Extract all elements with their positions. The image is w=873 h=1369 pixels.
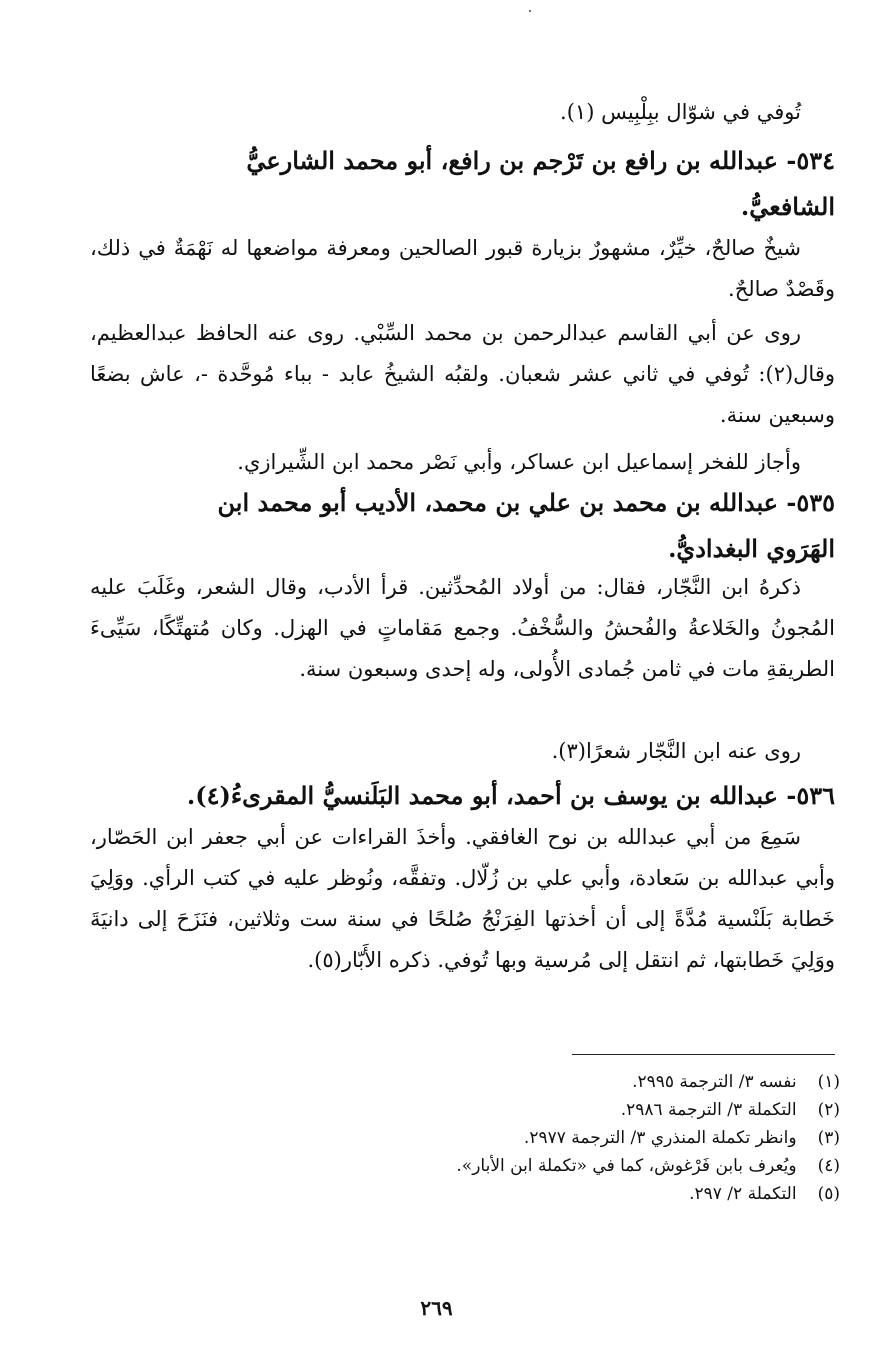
footnote-1-number: (١) bbox=[817, 1072, 840, 1092]
footnote-5-text: التكملة ٢/ ٢٩٧. bbox=[689, 1184, 797, 1204]
footnote-5-number: (٥) bbox=[817, 1184, 840, 1204]
entry-534-heading bbox=[90, 138, 835, 230]
entry-534-heading-line-1 bbox=[90, 138, 835, 184]
footnote-2-text: التكملة ٣/ الترجمة ٢٩٨٦. bbox=[620, 1100, 797, 1120]
entry-534-paragraph-1: شيخٌ صالحٌ، خيِّرٌ، مشهورٌ بزيارة قبور الصالحين ومعرفة مواضعها له نَهْمَةٌ في ذلك، وقَصْدٌ صالحٌ. bbox=[90, 236, 835, 301]
entry-536-number: ٥٣٦- bbox=[786, 781, 835, 810]
entry-536-heading bbox=[90, 773, 835, 819]
entry-535-heading-line-2: الهَرَوي البغداديُّ. bbox=[668, 534, 835, 563]
entry-536 bbox=[90, 773, 835, 819]
footnote-2 bbox=[200, 1096, 840, 1124]
entry-535-paragraph-1: ذكرهُ ابن النَّجّار، فقال: من أولاد المُحدِّثين. قرأ الأدب، وقال الشعر، وغَلَبَ عليه المُجونُ والخَلاعةُ والفُحشُ والسُّخْفُ. وجمع مَقاماتٍ في الهزل. وكان مُتهتِّكًا، سَيِّىءَ الطريقةِ مات في ثامن جُمادى الأُولى، وله إحدى وسبعون سنة. bbox=[90, 575, 835, 681]
entry-534-paragraph-3-block bbox=[90, 442, 835, 483]
footnote-separator bbox=[572, 1054, 835, 1055]
entry-535-heading-text: عبدالله بن محمد بن علي بن محمد، الأديب أبو محمد ابن bbox=[217, 488, 778, 517]
entry-534-heading-text: عبدالله بن رافع بن تَرْجم بن رافع، أبو محمد الشارعيُّ bbox=[246, 146, 778, 175]
footnote-4 bbox=[200, 1152, 840, 1180]
footnote-3-number: (٣) bbox=[817, 1128, 840, 1148]
entry-536-heading-text: عبدالله بن يوسف بن أحمد، أبو محمد البَلَنسيُّ المقرىءُ(٤). bbox=[186, 781, 778, 810]
entry-534 bbox=[90, 138, 835, 230]
entry-536-paragraph-1-block bbox=[90, 817, 835, 981]
entry-535-paragraph-2-block bbox=[90, 731, 835, 772]
entry-536-paragraph-1: سَمِعَ من أبي عبدالله بن نوح الغافقي. وأخذَ القراءات عن أبي جعفر ابن الحَصّار، وأبي عبدالله بن سَعادة، وأبي علي بن زُلّال. وتفقَّه، ونُوظر عليه في كتب الرأي. ووَلِيَ خَطابة بَلَنْسية مُدَّةً إلى أن أخذتها الفِرَنْجُ صُلحًا في سنة ست وثلاثين، فنَزَحَ إلى دانيَةَ ووَلِيَ خَطابتها، ثم انتقل إلى مُرسية وبها تُوفي. ذكره الأَبّار(٥). bbox=[90, 825, 835, 972]
entry-535-heading bbox=[90, 480, 835, 572]
footnote-3-text: وانظر تكملة المنذري ٣/ الترجمة ٢٩٧٧. bbox=[523, 1128, 797, 1148]
scan-speck bbox=[529, 10, 531, 12]
entry-534-number: ٥٣٤- bbox=[786, 146, 835, 175]
opening-line-block bbox=[90, 92, 835, 133]
footnote-1-text: نفسه ٣/ الترجمة ٢٩٩٥. bbox=[632, 1072, 797, 1092]
entry-534-paragraph-1-block bbox=[90, 228, 835, 310]
entry-534-paragraph-3: وأجاز للفخر إسماعيل ابن عساكر، وأبي نَصْر محمد ابن الشِّيرازي. bbox=[237, 450, 801, 474]
footnote-4-text: ويُعرف بابن فَرْغوش، كما في «تكملة ابن الأبار». bbox=[456, 1156, 797, 1176]
footnote-5 bbox=[200, 1180, 840, 1208]
entry-535-heading-line-1 bbox=[90, 480, 835, 526]
footnote-4-number: (٤) bbox=[817, 1156, 840, 1176]
footnote-2-number: (٢) bbox=[817, 1100, 840, 1120]
footnote-1 bbox=[200, 1068, 840, 1096]
entry-534-paragraph-2-block bbox=[90, 313, 835, 436]
entry-535-number: ٥٣٥- bbox=[786, 488, 835, 517]
footnote-3 bbox=[200, 1124, 840, 1152]
entry-535 bbox=[90, 480, 835, 572]
entry-535-paragraph-1-block bbox=[90, 567, 835, 690]
footnotes bbox=[200, 1068, 840, 1208]
entry-534-paragraph-2: روى عن أبي القاسم عبدالرحمن بن محمد السِّبْي. روى عنه الحافظ عبدالعظيم، وقال(٢): تُوفي في ثاني عشر شعبان. ولقبُه الشيخُ عابد - بباء مُوحَّدة -، عاش بضعًا وسبعين سنة. bbox=[90, 321, 835, 427]
page-number: ٢٦٩ bbox=[420, 1296, 453, 1320]
entry-536-heading-line-1 bbox=[90, 773, 835, 819]
opening-line: تُوفي في شوّال ببِلْبِيس (١). bbox=[560, 100, 801, 124]
entry-534-heading-line-2: الشافعيُّ. bbox=[740, 192, 835, 221]
entry-535-paragraph-2: روى عنه ابن النَّجّار شعرًا(٣). bbox=[551, 739, 801, 763]
